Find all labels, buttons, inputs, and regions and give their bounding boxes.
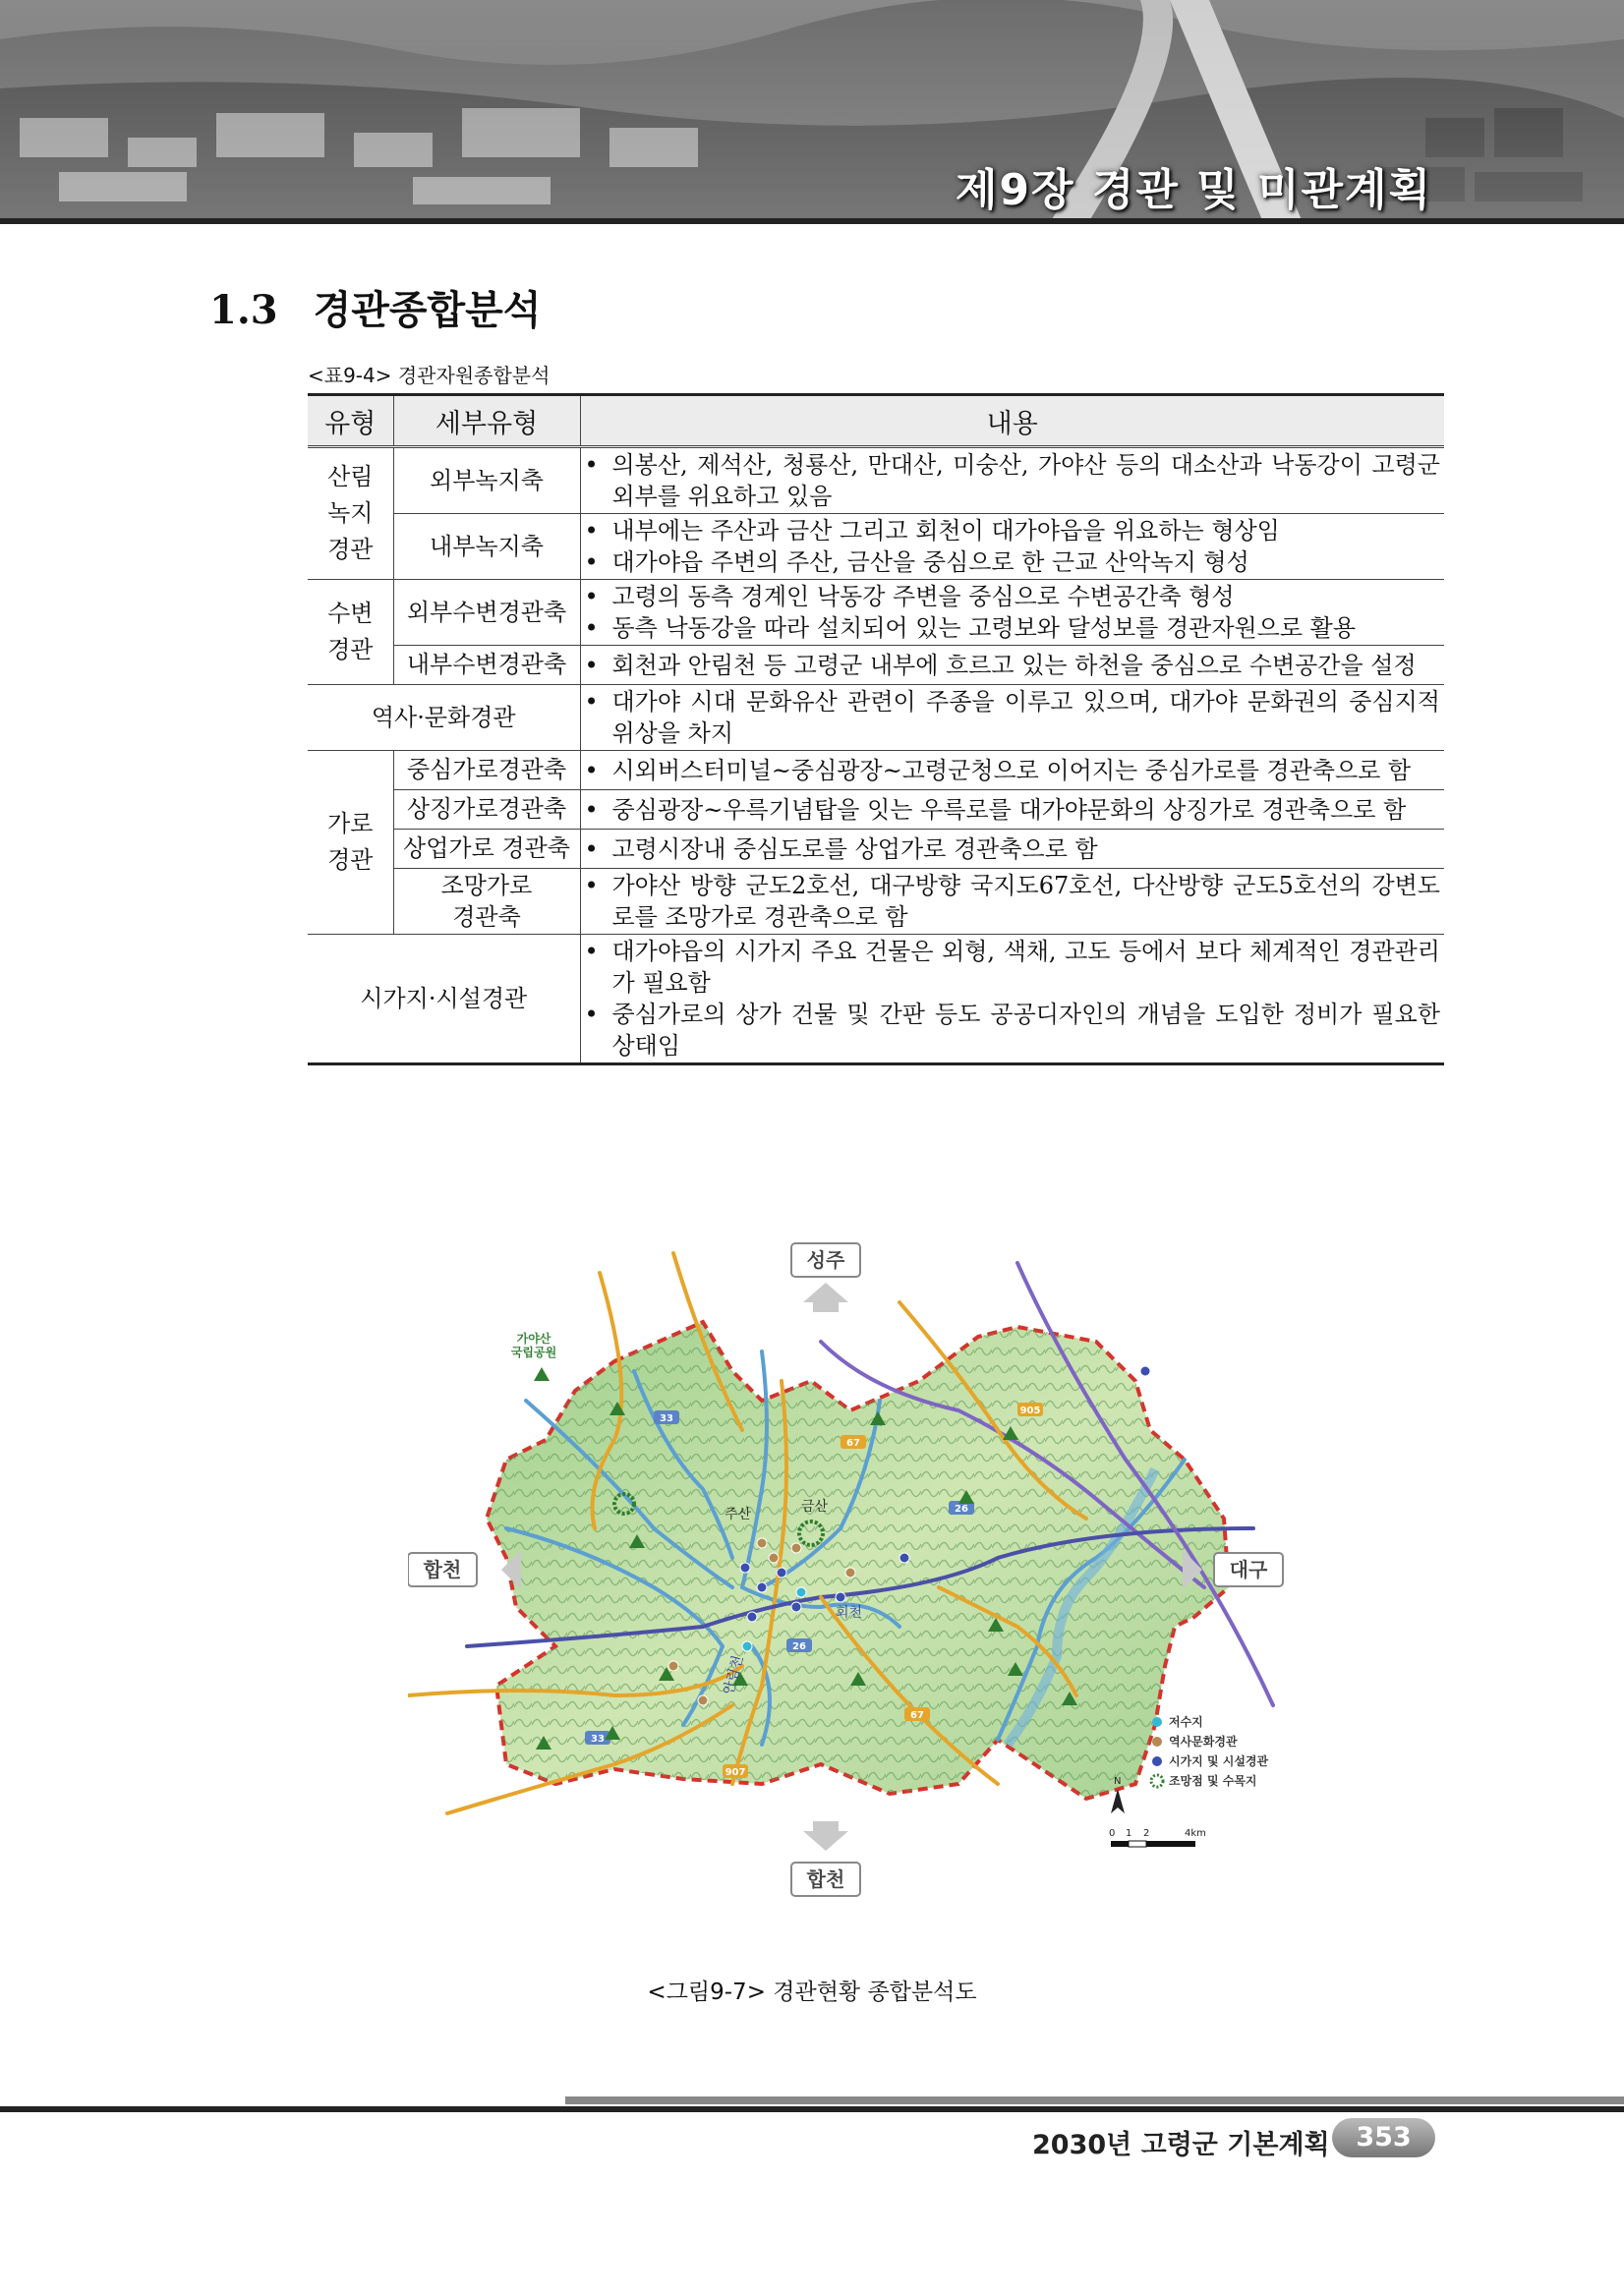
legend-label: 저수지 [1169,1715,1203,1729]
list-item: • 내부에는 주산과 금산 그리고 회천이 대가야읍을 위요하는 형상임 [584,517,1280,545]
scale-label: 1 [1126,1828,1132,1839]
direction-south: 합천 [806,1867,845,1891]
list-item: • 고령의 동측 경계인 낙동강 주변을 중심으로 수변공간축 형성 [584,583,1235,610]
header-content: 내용 [580,395,1444,447]
national-park-label-box: 가야산 국립공원 [510,1332,557,1359]
subtype-cell: 외부녹지축 [393,447,580,514]
table-row [308,830,1444,869]
table-row [308,685,1444,751]
header-banner [0,0,1624,234]
table-caption: <표9-4> 경관자원종합분석 [308,364,551,387]
map-legend [1151,1714,1269,1788]
footer-divider [0,2106,1624,2112]
content-cell [580,514,1444,580]
table-row [308,869,1444,935]
scale-label: 2 [1143,1828,1150,1839]
table-row [308,447,1444,514]
content-cell [580,790,1444,830]
list-item: • 의봉산, 제석산, 청룡산, 만대산, 미숭산, 가야산 등의 대소산과 낙동강이 고령군 외부를 위요하고 있음 [584,451,1440,510]
list-item: • 동측 낙동강을 따라 설치되어 있는 고령보와 달성보를 경관자원으로 활용 [584,614,1357,642]
north-label: N [1114,1776,1122,1787]
road-number: 905 [1019,1406,1041,1416]
table-row [308,935,1444,1064]
header-type: 유형 [308,395,393,447]
content-cell [580,447,1444,514]
table-header-row [308,395,1444,447]
page-number: 353 [1332,2118,1435,2157]
road-number: 26 [955,1504,968,1515]
subtype-cell: 내부녹지축 [393,514,580,580]
type-cell: 역사·문화경관 [308,685,580,751]
list-item: • 대가야 시대 문화유산 관련이 주종을 이루고 있으며, 대가야 문화권의 중심지적 위상을 차지 [584,688,1440,747]
type-cell: 가로 경관 [308,751,393,935]
place-label-anrimcheon: 안림천 [721,1653,747,1697]
list-item: • 가야산 방향 군도2호선, 대구방향 국지도67호선, 다산방향 군도5호선의 강변도로를 조망가로 경관축으로 함 [584,872,1440,931]
figure-caption: <그림9-7> 경관현황 종합분석도 [647,1980,977,2005]
subtype-cell: 상업가로 경관축 [393,830,580,869]
road-number: 33 [591,1734,605,1745]
road-number: 26 [792,1641,806,1652]
type-cell: 산림 녹지 경관 [308,447,393,580]
legend-viewpoint-icon [1151,1775,1163,1787]
footer-divider-gray [565,2096,1624,2104]
list-item: • 대가야읍 주변의 주산, 금산을 중심으로 한 근교 산악녹지 형성 [584,548,1249,576]
map-svg [408,1234,1322,1922]
table-row [308,646,1444,685]
list-item: • 중심가로의 상가 건물 및 간판 등도 공공디자인의 개념을 도입한 정비가 필요한 상태임 [584,1001,1440,1060]
direction-east: 대구 [1229,1558,1268,1581]
road-number: 67 [910,1710,924,1721]
list-item: • 시외버스터미널~중심광장~고령군청으로 이어지는 중심가로를 경관축으로 함 [584,756,1412,784]
road-number: 907 [725,1767,746,1778]
content-cell [580,751,1444,790]
place-label-geumsan: 금산 [801,1499,829,1515]
table-row [308,790,1444,830]
legend-urban-icon [1152,1756,1162,1766]
list-item: • 대가야읍의 시가지 주요 건물은 외형, 색채, 고도 등에서 보다 체계적인 경관관리가 필요함 [584,938,1440,997]
scale-label: 0 [1109,1828,1116,1839]
section-number: 1.3 [209,287,278,333]
content-cell [580,580,1444,646]
header-subtype: 세부유형 [393,395,580,447]
legend-reservoir-icon [1152,1717,1162,1727]
section-title [209,279,541,335]
table-row [308,751,1444,790]
direction-west: 합천 [423,1558,462,1581]
content-cell [580,869,1444,935]
subtype-cell: 중심가로경관축 [393,751,580,790]
legend-heritage-icon [1152,1737,1162,1747]
content-cell [580,830,1444,869]
landscape-analysis-table [308,393,1444,1065]
list-item: • 고령시장내 중심도로를 상업가로 경관축으로 함 [584,834,1098,863]
scale-label: 4km [1185,1828,1206,1839]
table-row [308,514,1444,580]
content-cell [580,685,1444,751]
arrow-up-icon [803,1283,848,1312]
list-item: • 회천과 안림천 등 고령군 내부에 흐르고 있는 하천을 중심으로 수변공간을 설정 [584,651,1417,679]
content-cell [580,646,1444,685]
road-number: 33 [660,1413,673,1424]
subtype-cell: 상징가로경관축 [393,790,580,830]
type-cell: 시가지·시설경관 [308,935,580,1064]
list-item: • 중심광장~우륵기념탑을 잇는 우륵로를 대가야문화의 상징가로 경관축으로 함 [584,795,1407,824]
subtype-cell: 외부수변경관축 [393,580,580,646]
landscape-analysis-map [408,1234,1322,1922]
subtype-cell: 내부수변경관축 [393,646,580,685]
place-label-jusan: 주산 [725,1507,752,1522]
table-row [308,580,1444,646]
chapter-title: 제9장 경관 및 미관계획 [955,165,1432,215]
legend-label: 시가지 및 시설경관 [1169,1754,1269,1768]
arrow-down-icon [803,1821,848,1851]
north-arrow-icon [1111,1789,1125,1813]
place-label-hoecheon: 회천 [836,1605,863,1621]
content-cell [580,935,1444,1064]
legend-label: 조망점 및 수목지 [1169,1774,1257,1788]
legend-label: 역사문화경관 [1169,1735,1238,1749]
road-number: 67 [846,1438,860,1449]
subtype-cell: 조망가로 경관축 [393,869,580,935]
footer-title: 2030년 고령군 기본계획 [1032,2130,1330,2160]
section-title-text: 경관종합분석 [313,288,542,333]
direction-north: 성주 [806,1248,845,1272]
type-cell: 수변 경관 [308,580,393,685]
